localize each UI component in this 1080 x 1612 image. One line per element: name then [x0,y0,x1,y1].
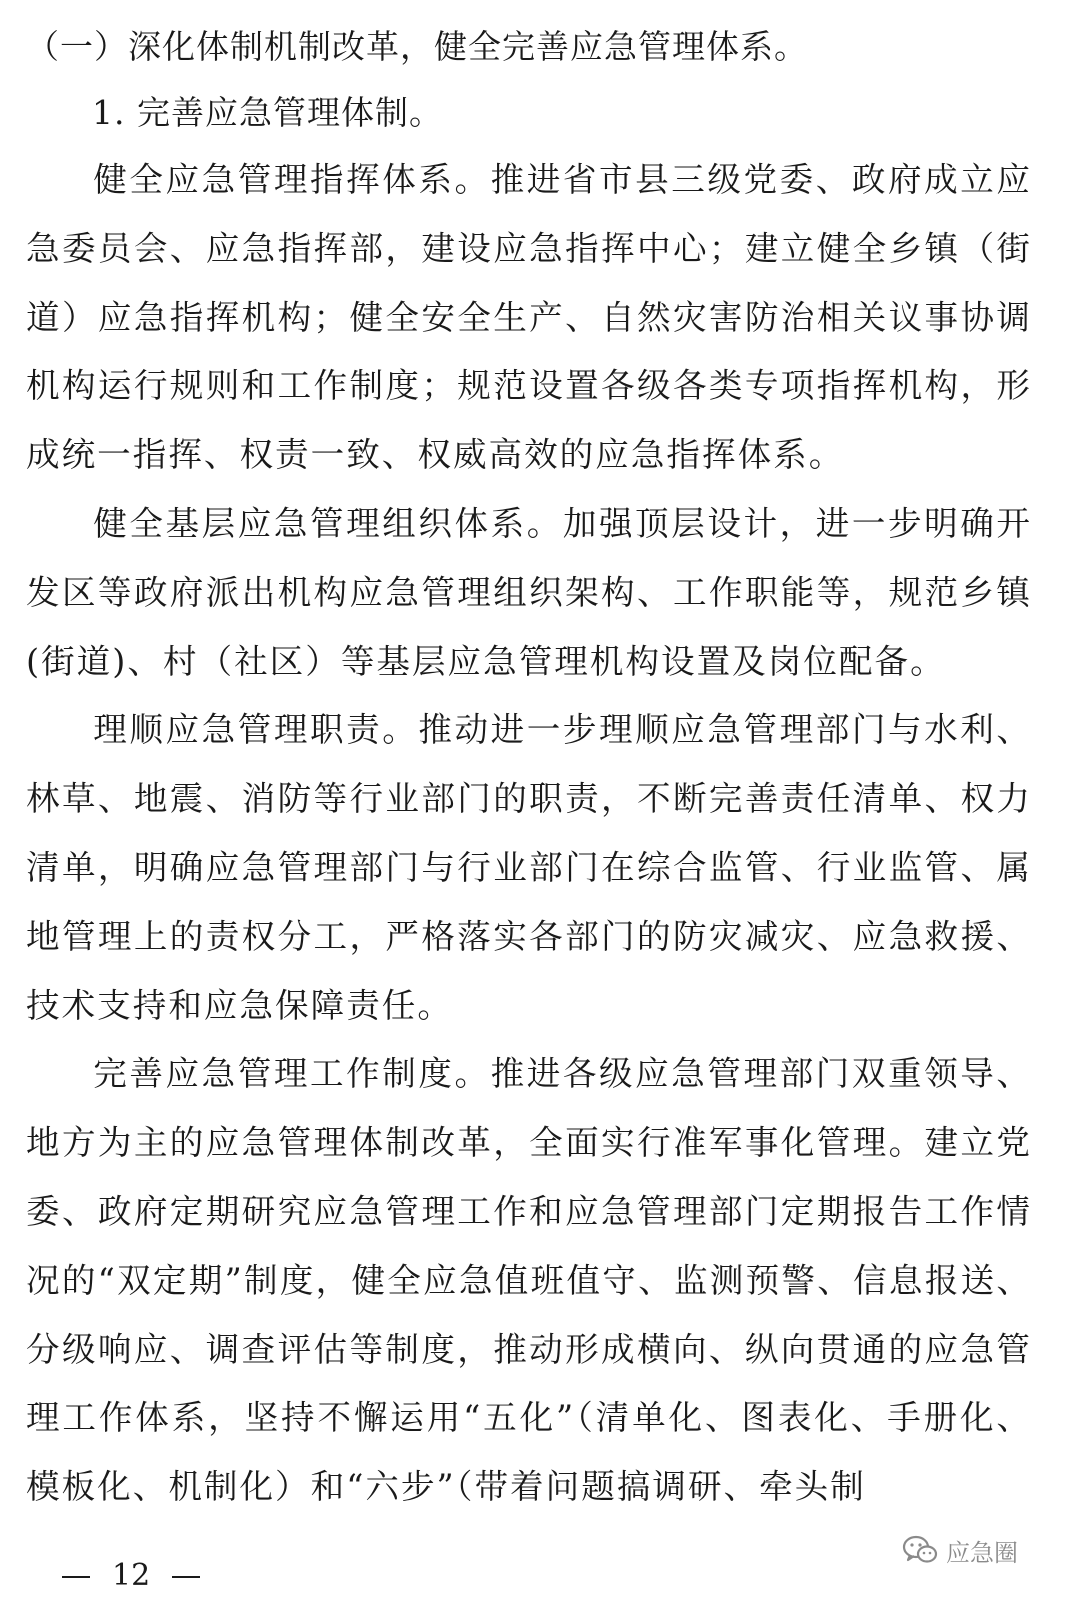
footer-dash-left [62,1576,90,1578]
watermark-label: 应急圈 [946,1538,1018,1567]
paragraph-responsibilities: 理顺应急管理职责。推动进一步理顺应急管理部门与水利、林草、地震、消防等行业部门的职责，不断完善责任清单、权力清单，明确应急管理部门与行业部门在综合监管、行业监管、属地管理上的责权分工，严格落实各部门的防灾减灾、应急救援、技术支持和应急保障责任。 [26,710,1032,1025]
footer-dash-right [172,1576,200,1578]
page-number: 12 [112,1558,151,1593]
paragraph-grassroots-system: 健全基层应急管理组织体系。加强顶层设计，进一步明确开发区等政府派出机构应急管理组织架构、工作职能等，规范乡镇(街道)、村（社区）等基层应急管理机构设置及岗位配备。 [26,503,1032,681]
wechat-icon [902,1535,938,1565]
watermark [902,1530,1018,1570]
section-heading: （一）深化体制机制改革，健全完善应急管理体系。 [26,27,808,66]
page-footer [62,1558,200,1594]
subsection-heading: 1. 完善应急管理体制。 [92,93,443,132]
paragraph-command-system: 健全应急管理指挥体系。推进省市县三级党委、政府成立应急委员会、应急指挥部，建设应急指挥中心；建立健全乡镇（街道）应急指挥机构；健全安全生产、自然灾害防治相关议事协调机构运行规则和工作制度；规范设置各级各类专项指挥机构，形成统一指挥、权责一致、权威高效的应急指挥体系。 [26,160,1032,475]
document-body [26,14,1032,1522]
paragraph-work-system: 完善应急管理工作制度。推进各级应急管理部门双重领导、地方为主的应急管理体制改革，全面实行准军事化管理。建立党委、政府定期研究应急管理工作和应急管理部门定期报告工作情况的“双定期”制度，健全应急值班值守、监测预警、信息报送、分级响应、调查评估等制度，推动形成横向、纵向贯通的应急管理工作体系，坚持不懈运用“五化”（清单化、图表化、手册化、模板化、机制化）和“六步”（带着问题搞调研、牵头制 [26,1054,1032,1507]
